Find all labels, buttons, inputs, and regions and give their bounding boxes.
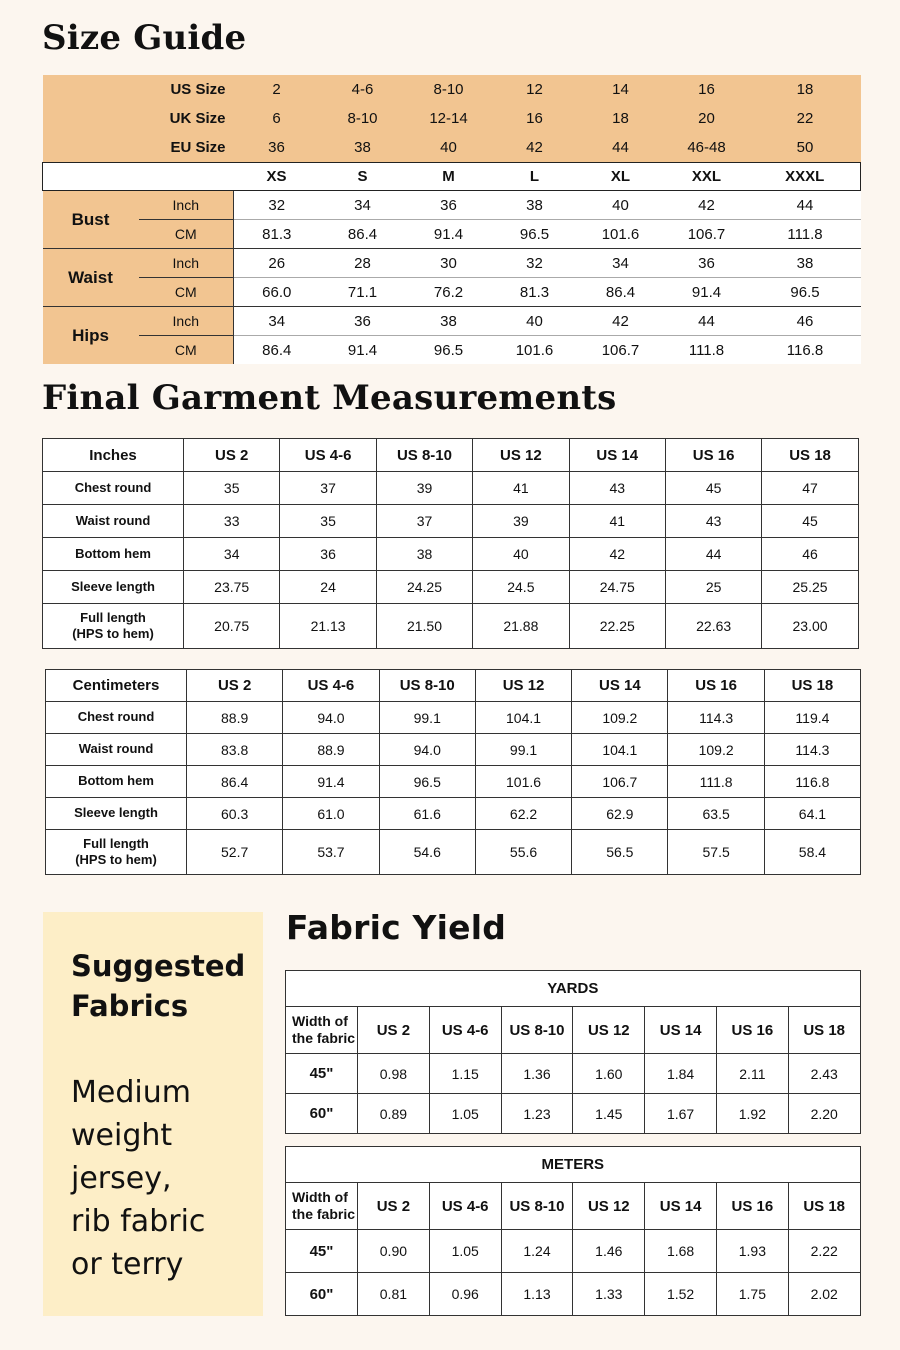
table-row [43,505,859,538]
cell: 116.8 [750,336,861,365]
cell: 43 [665,505,761,538]
cell: 40 [492,307,578,336]
cell: 71.1 [320,278,406,307]
cell: 44 [578,133,664,163]
cell: 36 [406,191,492,220]
row-label: Chest round [46,702,187,734]
cell: XXXL [750,163,861,191]
size-header: US 18 [764,670,860,702]
cell: 52.7 [187,830,283,875]
width-value: 45" [286,1230,358,1273]
cell: 2.43 [788,1054,860,1094]
cell: 1.84 [645,1054,717,1094]
label-line: the fabric [292,1030,356,1046]
cell: 41 [569,505,665,538]
cell: 63.5 [668,798,764,830]
text-line: Medium [71,1075,191,1110]
table-row [286,1094,861,1134]
cell: 40 [578,191,664,220]
cell: 99.1 [379,702,475,734]
table-row [43,538,859,571]
cell: 46 [750,307,861,336]
suggested-fabrics-panel [43,912,263,1316]
cell: 4-6 [320,75,406,104]
cell: 91.4 [406,220,492,249]
cell: 1.45 [573,1094,645,1134]
cell: 37 [376,505,472,538]
size-header: US 16 [665,439,761,472]
cell: 114.3 [668,702,764,734]
table-row [46,766,861,798]
cell: 109.2 [572,702,668,734]
cell: 86.4 [187,766,283,798]
size-header: US 4-6 [280,439,376,472]
cell: 91.4 [283,766,379,798]
row-label: Bottom hem [46,766,187,798]
table-row [43,571,859,604]
cell: 36 [234,133,320,163]
cell: 42 [578,307,664,336]
cell: 119.4 [764,702,860,734]
header-row [286,1183,861,1230]
text-line: rib fabric [71,1203,206,1239]
cell: 34 [234,307,320,336]
eu-size-row [43,133,861,163]
bust-inch-row [43,191,861,220]
cell: 62.9 [572,798,668,830]
cell: 39 [473,505,569,538]
cell: 25 [665,571,761,604]
size-guide-table [42,75,861,364]
cell: 76.2 [406,278,492,307]
unit-label: CM [139,336,234,365]
empty-cell [43,163,234,191]
cell: 111.8 [664,336,750,365]
text-line: weight [71,1117,173,1153]
cell: 81.3 [234,220,320,249]
hips-inch-row [43,307,861,336]
cell: 30 [406,249,492,278]
row-label: EU Size [43,133,234,163]
row-label: Bottom hem [43,538,184,571]
text-line: jersey, [71,1160,172,1196]
fabric-yield-yards-table [285,970,861,1134]
label-line: Full length [83,835,149,851]
row-label: Sleeve length [43,571,184,604]
cell: 23.75 [184,571,280,604]
table-row [286,1273,861,1316]
cell: 46-48 [664,133,750,163]
label-line: the fabric [292,1206,356,1222]
cell: 58.4 [764,830,860,875]
cell: 6 [234,104,320,133]
size-header: US 2 [184,439,280,472]
cell: 36 [280,538,376,571]
cell: 60.3 [187,798,283,830]
cell: 86.4 [578,278,664,307]
cell: 38 [492,191,578,220]
cell: 2 [234,75,320,104]
cell: S [320,163,406,191]
unit-label: CM [139,220,234,249]
row-label: Waist round [43,505,184,538]
size-header: US 4-6 [283,670,379,702]
cell: 53.7 [283,830,379,875]
table-row [46,734,861,766]
cell: 21.88 [473,604,569,649]
size-header: US 14 [572,670,668,702]
cell: 106.7 [572,766,668,798]
cell: 1.05 [429,1230,501,1273]
cell: 45 [665,472,761,505]
size-header: US 18 [762,439,858,472]
cell: 104.1 [475,702,571,734]
table-row [43,472,859,505]
cell: 38 [406,307,492,336]
cell: 34 [320,191,406,220]
size-header: US 8-10 [501,1007,573,1054]
width-value: 60" [286,1273,358,1316]
cell: 43 [569,472,665,505]
cell: 55.6 [475,830,571,875]
cell: 86.4 [234,336,320,365]
cell: 36 [664,249,750,278]
table-row [46,798,861,830]
cell: 18 [750,75,861,104]
cell: 26 [234,249,320,278]
cell: M [406,163,492,191]
cell: 32 [492,249,578,278]
cell: 61.6 [379,798,475,830]
cell: 81.3 [492,278,578,307]
cell: 1.13 [501,1273,573,1316]
cell: 47 [762,472,858,505]
width-header [286,1007,358,1054]
cell: 0.90 [358,1230,430,1273]
cell: 1.46 [573,1230,645,1273]
cell: 96.5 [492,220,578,249]
size-header: US 8-10 [379,670,475,702]
cell: 88.9 [187,702,283,734]
size-header: US 12 [573,1183,645,1230]
header-row [286,1007,861,1054]
cell: 0.89 [358,1094,430,1134]
size-header: US 16 [716,1007,788,1054]
size-header: US 8-10 [501,1183,573,1230]
label-line: Full length [80,609,146,625]
cell: 101.6 [492,336,578,365]
cell: 1.24 [501,1230,573,1273]
width-value: 45" [286,1054,358,1094]
cell: 106.7 [578,336,664,365]
header-row [46,670,861,702]
cell: 22.63 [665,604,761,649]
cell: 24.75 [569,571,665,604]
cell: 25.25 [762,571,858,604]
unit-label: Inch [139,249,234,278]
cell: 1.68 [645,1230,717,1273]
cell: 1.92 [716,1094,788,1134]
cell: 109.2 [668,734,764,766]
cell: 14 [578,75,664,104]
unit-label: Inch [139,191,234,220]
cell: 96.5 [406,336,492,365]
cell: 106.7 [664,220,750,249]
us-size-row [43,75,861,104]
label-line: Width of [292,1188,348,1205]
cell: 96.5 [379,766,475,798]
size-header: US 14 [569,439,665,472]
suggested-fabrics-title [71,946,256,1026]
bust-label: Bust [43,191,139,249]
cell: 24 [280,571,376,604]
cell: 23.00 [762,604,858,649]
cell: 57.5 [668,830,764,875]
cell: 16 [664,75,750,104]
cell: 111.8 [750,220,861,249]
row-label: Chest round [43,472,184,505]
cell: 20 [664,104,750,133]
row-label: US Size [43,75,234,104]
cell: 22 [750,104,861,133]
size-header: US 12 [475,670,571,702]
cell: 44 [665,538,761,571]
cell: 44 [750,191,861,220]
cell: 8-10 [406,75,492,104]
cell: 42 [492,133,578,163]
row-label [43,604,184,649]
cell: 62.2 [475,798,571,830]
cell: L [492,163,578,191]
cell: 1.33 [573,1273,645,1316]
cell: 99.1 [475,734,571,766]
cell: 1.67 [645,1094,717,1134]
hips-cm-row [43,336,861,365]
width-header [286,1183,358,1230]
cell: 35 [280,505,376,538]
table-row [43,604,859,649]
cell: 32 [234,191,320,220]
size-header: US 18 [788,1007,860,1054]
cell: 42 [664,191,750,220]
cell: 2.20 [788,1094,860,1134]
cell: 12 [492,75,578,104]
cell: 91.4 [664,278,750,307]
size-header: US 4-6 [429,1183,501,1230]
cell: 83.8 [187,734,283,766]
cell: 66.0 [234,278,320,307]
fabric-yield-title: Fabric Yield [286,908,507,947]
cell: 18 [578,104,664,133]
table-row [286,1230,861,1273]
waist-cm-row [43,278,861,307]
size-header: US 16 [716,1183,788,1230]
cell: 101.6 [578,220,664,249]
row-label [46,830,187,875]
unit-label: Inch [139,307,234,336]
cell: 64.1 [764,798,860,830]
cell: 1.15 [429,1054,501,1094]
cell: 37 [280,472,376,505]
title-line: Suggested [71,949,246,983]
hips-label: Hips [43,307,139,365]
size-header: US 16 [668,670,764,702]
cell: 111.8 [668,766,764,798]
cell: 38 [750,249,861,278]
cell: 0.96 [429,1273,501,1316]
cell: XS [234,163,320,191]
suggested-fabrics-text [71,1072,261,1286]
row-label: UK Size [43,104,234,133]
cell: 16 [492,104,578,133]
cell: 1.75 [716,1273,788,1316]
cell: 96.5 [750,278,861,307]
label-line: (HPS to hem) [72,626,154,641]
label-line: (HPS to hem) [75,852,157,867]
size-header: US 2 [358,1007,430,1054]
cell: 35 [184,472,280,505]
cell: 2.11 [716,1054,788,1094]
cell: 21.13 [280,604,376,649]
cell: 36 [320,307,406,336]
yards-caption: YARDS [286,971,861,1007]
cell: 0.98 [358,1054,430,1094]
cell: 34 [578,249,664,278]
cell: 94.0 [283,702,379,734]
cell: 22.25 [569,604,665,649]
size-header: US 12 [573,1007,645,1054]
size-header: US 2 [187,670,283,702]
title-line: Fabrics [71,989,189,1024]
cell: 33 [184,505,280,538]
cell: 88.9 [283,734,379,766]
table-row [286,1054,861,1094]
row-label: Waist round [46,734,187,766]
meters-caption: METERS [286,1147,861,1183]
cell: 56.5 [572,830,668,875]
cell: 21.50 [376,604,472,649]
cell: 116.8 [764,766,860,798]
cell: 40 [406,133,492,163]
cell: 0.81 [358,1273,430,1316]
cell: 86.4 [320,220,406,249]
size-header: US 14 [645,1183,717,1230]
final-cm-table [45,669,861,875]
size-header: US 18 [788,1183,860,1230]
bust-cm-row [43,220,861,249]
cell: 54.6 [379,830,475,875]
units-header: Centimeters [46,670,187,702]
table-row [46,830,861,875]
row-label: Sleeve length [46,798,187,830]
text-line: or terry [71,1246,184,1282]
size-header: US 8-10 [376,439,472,472]
fabric-yield-meters-table [285,1146,861,1316]
cell: 46 [762,538,858,571]
cell: 1.36 [501,1054,573,1094]
cell: 2.02 [788,1273,860,1316]
units-header: Inches [43,439,184,472]
size-header: US 4-6 [429,1007,501,1054]
cell: 114.3 [764,734,860,766]
cell: 38 [320,133,406,163]
cell: 94.0 [379,734,475,766]
cell: 42 [569,538,665,571]
cell: 1.05 [429,1094,501,1134]
label-line: Width of [292,1012,348,1029]
cell: 39 [376,472,472,505]
cell: 24.5 [473,571,569,604]
cell: 38 [376,538,472,571]
waist-label: Waist [43,249,139,307]
cell: 104.1 [572,734,668,766]
cell: 41 [473,472,569,505]
cell: 24.25 [376,571,472,604]
cell: 12-14 [406,104,492,133]
final-inches-table [42,438,859,649]
cell: 34 [184,538,280,571]
cell: 101.6 [475,766,571,798]
cell: 2.22 [788,1230,860,1273]
final-garment-title: Final Garment Measurements [42,378,617,418]
uk-size-row [43,104,861,133]
cell: 1.60 [573,1054,645,1094]
unit-label: CM [139,278,234,307]
cell: 45 [762,505,858,538]
size-header: US 2 [358,1183,430,1230]
size-header: US 12 [473,439,569,472]
cell: XXL [664,163,750,191]
cell: 61.0 [283,798,379,830]
header-row [43,439,859,472]
width-value: 60" [286,1094,358,1134]
cell: 1.93 [716,1230,788,1273]
size-header: US 14 [645,1007,717,1054]
table-row [46,702,861,734]
size-guide-title: Size Guide [42,18,247,58]
cell: 50 [750,133,861,163]
cell: 28 [320,249,406,278]
cell: 8-10 [320,104,406,133]
cell: 91.4 [320,336,406,365]
cell: 1.52 [645,1273,717,1316]
cell: 20.75 [184,604,280,649]
cell: XL [578,163,664,191]
cell: 44 [664,307,750,336]
waist-inch-row [43,249,861,278]
cell: 1.23 [501,1094,573,1134]
letter-size-row [43,163,861,191]
cell: 40 [473,538,569,571]
